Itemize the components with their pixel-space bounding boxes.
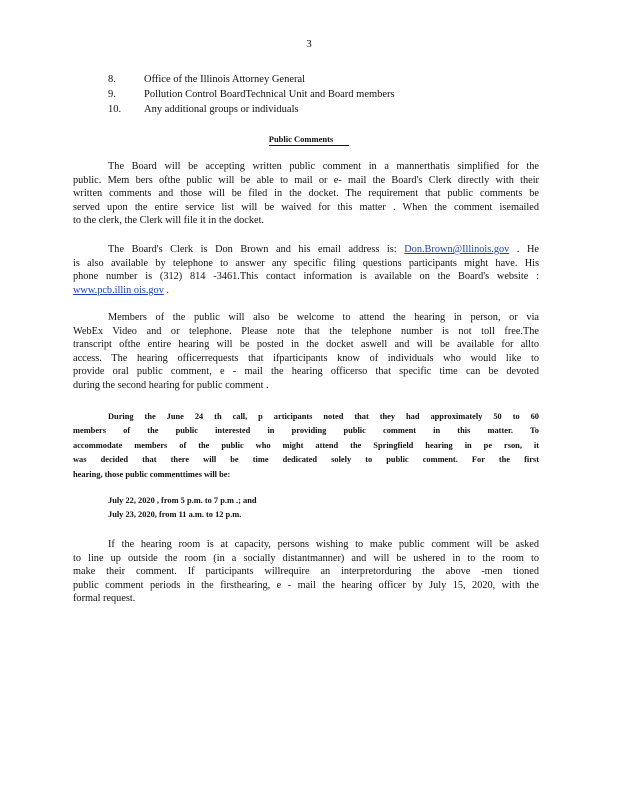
comment-time-item: July 22, 2020 , from 5 p.m. to 7 p.m .; and <box>108 496 257 505</box>
paragraph-capacity: If the hearing room is at capacity, persons wishing to make public comment will be asked to line up outside the room (in a socially distantmanner) and will be ushered in to the room to make their comment. If participants willrequire an interpretorduring the above -men tioned public comment periods in the firsthearing, e - mail the hearing officer by July 15, 2020, with the formal request. <box>73 539 539 605</box>
paragraph-attend-hearing: Members of the public will also be welcome to attend the hearing in person, or via WebEx Video and or telephone. Please note that the telephone number is not toll free.The transcript ofthe entire hearing will be posted in the docket aswell and will be available for allto access. The hearing officerrequests that ifparticipants know of individuals who would like to provide oral public comment, e - mail the hearing officerso that specific time can be devoted during the second hearing for public comment . <box>73 312 539 391</box>
paragraph-clerk-contact: The Board's Clerk is Don Brown and his email address is: Don.Brown@Illinois.gov . He is also available by telephone to answer any specific filing questions participants might have. His phone number is (312) 814 -3461.This contact information is available on the Board's website : www.pcb.illin ois.gov . <box>73 244 539 296</box>
list-item: 9. Pollution Control BoardTechnical Unit and Board members <box>108 89 395 100</box>
list-item: 10. Any additional groups or individuals <box>108 104 299 115</box>
paragraph-written-comments: The Board will be accepting written public comment in a mannerthatis simplified for the public. Mem bers ofthe public will be able to mail or e- mail the Board's Clerk directly with their written comments and those will be filed in the docket. The requirement that public comments be served upon the entire service list will be waived for this matter . When the comment isemailed to the clerk, the Clerk will file it in the docket. <box>73 161 539 227</box>
clerk-email-link[interactable]: Don.Brown@Illinois.gov <box>404 244 510 255</box>
comment-times <box>108 494 257 522</box>
participant-list <box>108 72 395 117</box>
section-heading: Public Comments <box>0 134 618 146</box>
board-website-link[interactable]: www.pcb.illin ois.gov <box>73 284 164 296</box>
page-number: 3 <box>306 38 312 50</box>
list-item: 8. Office of the Illinois Attorney General <box>108 74 306 85</box>
paragraph-june-call: During the June 24 th call, p articipants noted that they had approximately 50 to 60 members of the public interested in providing public comment in this matter. To accommodate members of the public who might attend the Springfield hearing in pe rson, it was decided that there will be time dedicated solely to public comment. For the first hearing, those public commenttimes will be: <box>73 412 539 479</box>
comment-time-item: July 23, 2020, from 11 a.m. to 12 p.m. <box>108 510 242 519</box>
